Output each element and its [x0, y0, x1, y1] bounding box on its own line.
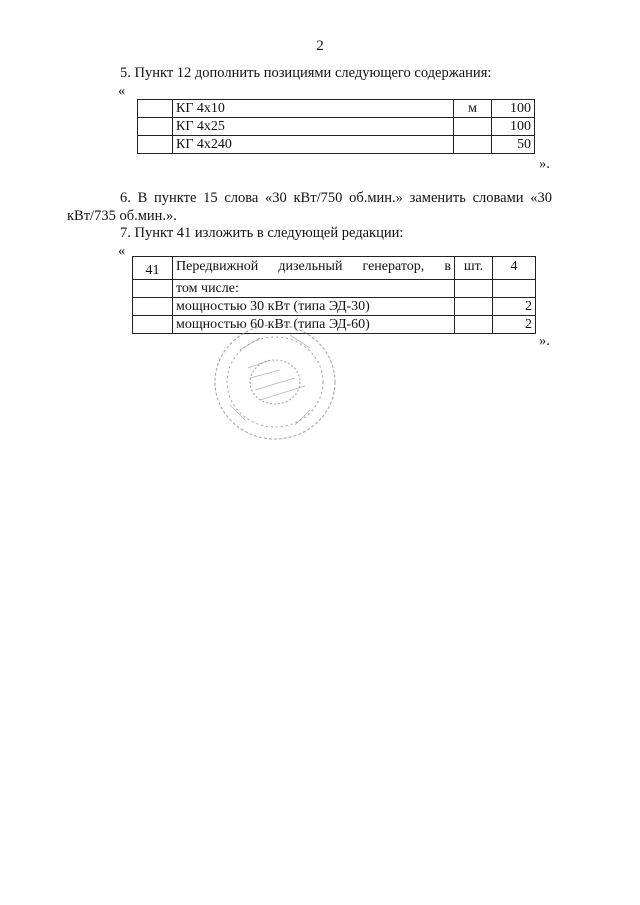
- item-name-line2: том числе:: [173, 280, 455, 298]
- unit-cell: [455, 298, 493, 316]
- item6-line1: 6. В пункте 15 слова «30 кВт/750 об.мин.» заменить словами «30: [120, 190, 552, 206]
- cable-name-cell: КГ 4х10: [173, 100, 454, 118]
- cable-name-cell: КГ 4х240: [173, 136, 454, 154]
- table-row: [133, 298, 536, 316]
- position-number-cell: 41: [133, 257, 173, 280]
- item-name-cell: мощностью 30 кВт (типа ЭД-30): [173, 298, 455, 316]
- table-row: [133, 280, 536, 298]
- quantity-cell: 100: [492, 118, 535, 136]
- table-row: [138, 118, 535, 136]
- item6-line2: кВт/735 об.мин.».: [67, 208, 177, 224]
- row-number-cell: [138, 100, 173, 118]
- seal-stamp-icon: [210, 320, 340, 445]
- item-name-cell: [173, 257, 455, 280]
- quantity-cell: 100: [492, 100, 535, 118]
- quantity-cell: 4: [493, 257, 536, 280]
- table-row: [138, 136, 535, 154]
- cable-name-cell: КГ 4х25: [173, 118, 454, 136]
- page-number: 2: [316, 38, 324, 54]
- item5-text: 5. Пункт 12 дополнить позициями следующего содержания:: [120, 65, 492, 81]
- unit-cell: [454, 136, 492, 154]
- item7-close-quote: ».: [539, 333, 550, 349]
- row-number-cell: [138, 118, 173, 136]
- unit-cell: шт.: [455, 257, 493, 280]
- item7-text: 7. Пункт 41 изложить в следующей редакции:: [120, 225, 404, 241]
- item7-open-quote: «: [118, 243, 126, 259]
- position-number-cell: [133, 298, 173, 316]
- item-name-cell: мощностью 60 кВт (типа ЭД-60): [173, 316, 455, 334]
- item-name-line1: Передвижной дизельный генератор, в: [176, 259, 451, 274]
- quantity-cell: 2: [493, 316, 536, 334]
- quantity-cell: 50: [492, 136, 535, 154]
- item5-close-quote: ».: [539, 156, 550, 172]
- item5-table: [137, 99, 535, 154]
- table-row: [138, 100, 535, 118]
- quantity-cell: 2: [493, 298, 536, 316]
- row-number-cell: [138, 136, 173, 154]
- unit-cell: [455, 316, 493, 334]
- unit-cell: м: [454, 100, 492, 118]
- table-row: [133, 257, 536, 280]
- unit-cell: [454, 118, 492, 136]
- item5-open-quote: «: [118, 83, 126, 99]
- position-number-cell: [133, 316, 173, 334]
